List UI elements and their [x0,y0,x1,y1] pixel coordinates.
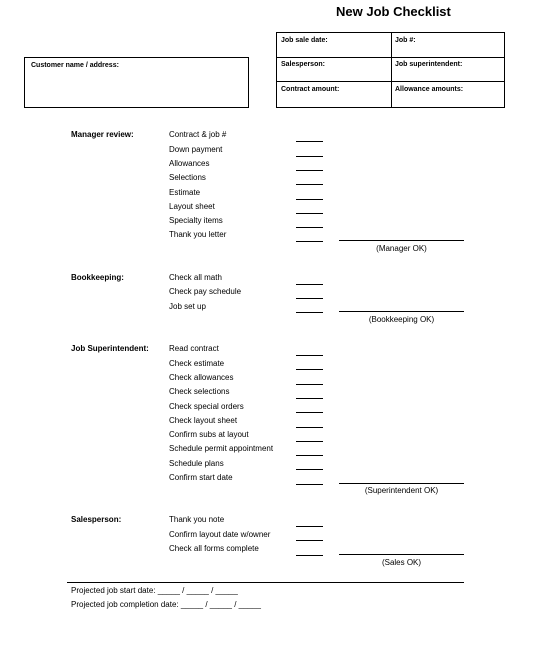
checkoff-blank[interactable] [296,298,323,299]
checklist-item: Thank you note [169,515,225,524]
checkoff-blank[interactable] [296,441,323,442]
checkoff-blank[interactable] [296,526,323,527]
checkoff-blank[interactable] [296,199,323,200]
manager-signature-line[interactable] [339,240,464,241]
checklist-item: Specialty items [169,216,223,225]
checklist-item: Allowances [169,159,210,168]
allowance-amounts-field[interactable]: Allowance amounts: [395,86,464,93]
section-label-salesperson: Salesperson: [71,515,122,524]
checkoff-blank[interactable] [296,184,323,185]
checkoff-blank[interactable] [296,284,323,285]
checklist-item: Check all math [169,273,222,282]
customer-name-address-field[interactable] [24,57,249,108]
manager-ok-caption: (Manager OK) [376,244,427,253]
checklist-item: Layout sheet [169,202,215,211]
checkoff-blank[interactable] [296,312,323,313]
checklist-item: Confirm start date [169,473,233,482]
checkoff-blank[interactable] [296,412,323,413]
checklist-item: Confirm subs at layout [169,430,249,439]
section-label-manager-review: Manager review: [71,130,134,139]
checkoff-blank[interactable] [296,141,323,142]
checklist-item: Check selections [169,387,230,396]
projected-completion-date-field[interactable]: Projected job completion date: _____ / _____ / _____ [71,600,261,609]
checkoff-blank[interactable] [296,384,323,385]
job-number-field[interactable]: Job #: [395,37,416,44]
checklist-item: Check layout sheet [169,416,238,425]
section-divider [67,582,464,583]
checkoff-blank[interactable] [296,484,323,485]
sales-ok-caption: (Sales OK) [381,558,422,567]
checkoff-blank[interactable] [296,241,323,242]
checkoff-blank[interactable] [296,455,323,456]
checklist-item: Down payment [169,145,223,154]
checkoff-blank[interactable] [296,355,323,356]
checkoff-blank[interactable] [296,398,323,399]
superintendent-ok-caption: (Superintendent OK) [364,486,439,495]
section-label-job-superintendent: Job Superintendent: [71,344,149,353]
section-label-bookkeeping: Bookkeeping: [71,273,124,282]
projected-start-date-field[interactable]: Projected job start date: _____ / _____ / _____ [71,586,238,595]
checklist-item: Job set up [169,302,206,311]
checklist-item: Schedule plans [169,459,224,468]
checklist-item: Selections [169,173,206,182]
checklist-item: Check allowances [169,373,234,382]
job-info-table [276,32,505,108]
checklist-item: Confirm layout date w/owner [169,530,271,539]
checklist-item: Check all forms complete [169,544,259,553]
checkoff-blank[interactable] [296,227,323,228]
job-superintendent-field[interactable]: Job superintendent: [395,61,463,68]
checklist-item: Read contract [169,344,219,353]
checklist-item: Check special orders [169,402,244,411]
superintendent-signature-line[interactable] [339,483,464,484]
salesperson-field[interactable]: Salesperson: [281,61,325,68]
sales-signature-line[interactable] [339,554,464,555]
page-title: New Job Checklist [336,4,451,19]
checkoff-blank[interactable] [296,427,323,428]
checkoff-blank[interactable] [296,213,323,214]
job-sale-date-field[interactable]: Job sale date: [281,37,328,44]
checkoff-blank[interactable] [296,540,323,541]
checkoff-blank[interactable] [296,369,323,370]
checklist-item: Schedule permit appointment [169,444,274,453]
checklist-item: Contract & job # [169,130,227,139]
bookkeeping-ok-caption: (Bookkeeping OK) [368,315,435,324]
checkoff-blank[interactable] [296,156,323,157]
checklist-item: Check pay schedule [169,287,242,296]
contract-amount-field[interactable]: Contract amount: [281,86,340,93]
checkoff-blank[interactable] [296,170,323,171]
checklist-item: Estimate [169,188,201,197]
checklist-item: Check estimate [169,359,225,368]
bookkeeping-signature-line[interactable] [339,311,464,312]
customer-label: Customer name / address: [31,62,119,69]
checkoff-blank[interactable] [296,469,323,470]
checkoff-blank[interactable] [296,555,323,556]
checklist-item: Thank you letter [169,230,227,239]
